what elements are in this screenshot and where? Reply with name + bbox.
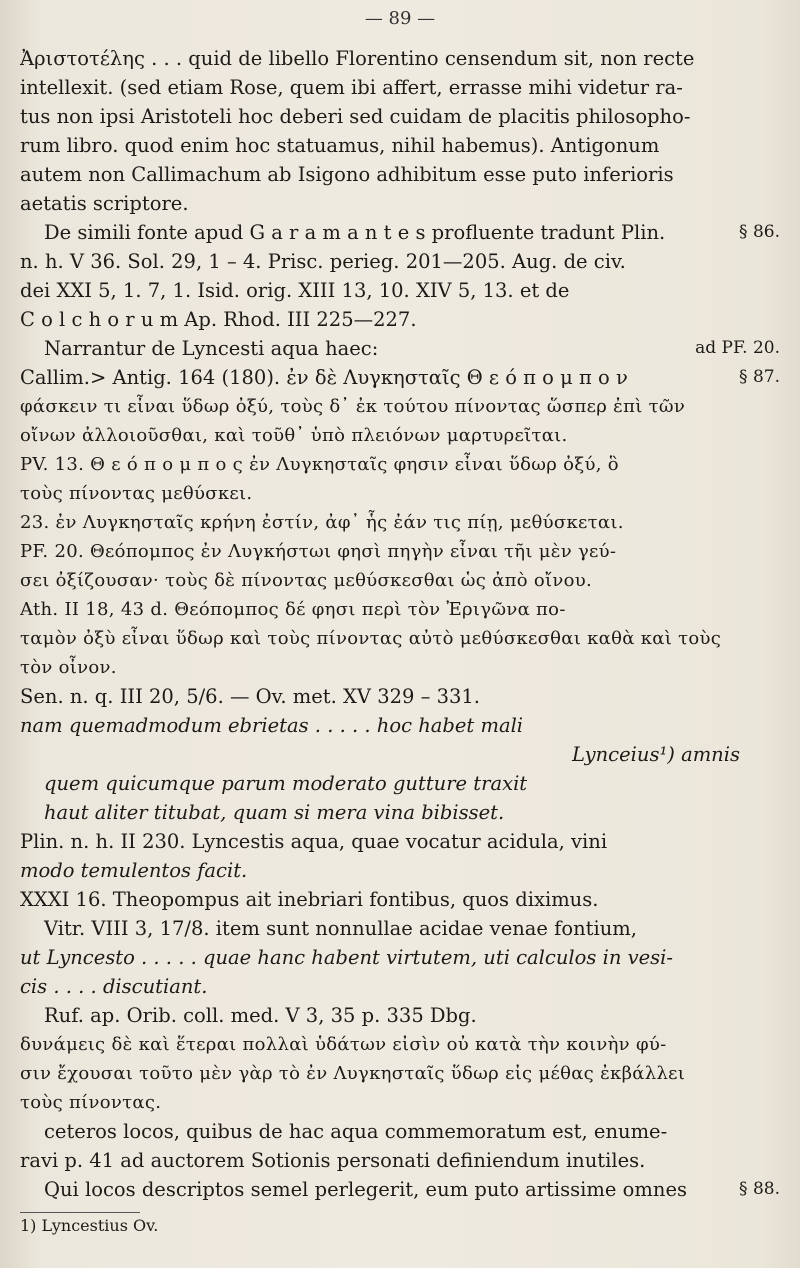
line-text: Plin. n. h. II 230. Lyncestis aqua, quae vocatur acidula, vini [20,830,608,853]
line-text: τοὺς πίνοντας. [20,1092,162,1113]
line-text: modo temulentos facit. [20,859,248,882]
text-line [20,653,780,682]
text-line [20,711,780,740]
text-line [20,1059,780,1088]
text-line [20,276,780,305]
text-line [20,102,780,131]
line-text: aetatis scriptore. [20,192,189,215]
margin-note: § 86. [739,222,780,242]
text-line [20,972,780,1001]
line-text: Callim.> Antig. 164 (180). ἐν δὲ Λυγκησταῖς Θ ε ό π ο μ π ο ν [20,366,628,389]
margin-note: ad PF. 20. [695,338,780,358]
line-text: ταμὸν ὀξὺ εἶναι ὕδωρ καὶ τοὺς πίνοντας αὐτὸ μεθύσκεσθαι καθὰ καὶ τοὺς [20,628,722,649]
text-line [20,595,780,624]
text-line [20,1030,780,1059]
line-text: Lynceius¹) amnis [572,743,740,766]
text-line [20,943,780,972]
line-text: PV. 13. Θ ε ό π ο μ π ο ς ἐν Λυγκησταῖς φησιν εἶναι ὕδωρ ὀξύ, ὃ [20,454,619,475]
line-text: Ath. II 18, 43 d. Θεόπομπος δέ φησι περὶ τὸν Ἐριγῶνα πο- [20,599,566,620]
text-line [20,1117,780,1146]
text-line [20,131,780,160]
text-line [20,1175,780,1204]
text-line [20,624,780,653]
line-text: σει ὀξίζουσαν· τοὺς δὲ πίνοντας μεθύσκεσθαι ὡς ἀπὸ οἴνου. [20,570,593,591]
text-line [20,740,780,769]
line-text: σιν ἔχουσαι τοῦτο μὲν γὰρ τὸ ἐν Λυγκησταῖς ὕδωρ εἰς μέθας ἐκβάλλει [20,1063,686,1084]
text-line [20,73,780,102]
line-text: haut aliter titubat, quam si mera vina bibisset. [44,801,505,824]
text-line [20,479,780,508]
text-line [20,1001,780,1030]
line-text: PF. 20. Θεόπομπος ἐν Λυγκήστωι φησὶ πηγὴν εἶναι τῆι μὲν γεύ- [20,541,617,562]
text-line [20,450,780,479]
text-line [20,189,780,218]
line-text: Narrantur de Lyncesti aqua haec: [44,337,379,360]
line-text: intellexit. (sed etiam Rose, quem ibi affert, errasse mihi videtur ra- [20,76,683,99]
margin-note: § 88. [739,1179,780,1199]
line-text: φάσκειν τι εἶναι ὕδωρ ὀξύ, τοὺς δ᾽ ἐκ τούτου πίνοντας ὥσπερ ἐπὶ τῶν [20,396,686,417]
line-text: οἴνων ἀλλοιοῦσθαι, καὶ τοῦθ᾽ ὑπὸ πλειόνων μαρτυρεῖται. [20,425,568,446]
line-text: ravi p. 41 ad auctorem Sotionis personati definiendum inutiles. [20,1149,646,1172]
line-text: Vitr. VIII 3, 17/8. item sunt nonnullae acidae venae fontium, [44,917,637,940]
text-line [20,566,780,595]
line-text: τοὺς πίνοντας μεθύσκει. [20,483,253,504]
line-text: τὸν οἶνον. [20,657,117,678]
line-text: De simili fonte apud G a r a m a n t e s profluente tradunt Plin. [44,221,666,244]
line-text: dei XXI 5, 1. 7, 1. Isid. orig. XIII 13, 10. XIV 5, 13. et de [20,279,570,302]
text-line [20,798,780,827]
text-line [20,44,780,73]
line-text: tus non ipsi Aristoteli hoc deberi sed cuidam de placitis philosopho- [20,105,691,128]
text-line [20,508,780,537]
text-line [20,827,780,856]
line-text: nam quemadmodum ebrietas . . . . . hoc habet mali [20,714,524,737]
footnote-rule [20,1212,140,1213]
line-text: n. h. V 36. Sol. 29, 1 – 4. Prisc. perieg. 201—205. Aug. de civ. [20,250,626,273]
text-line [20,1146,780,1175]
footnote: 1) Lyncestius Ov. [20,1216,159,1235]
line-text: ceteros locos, quibus de hac aqua commemoratum est, enume- [44,1120,668,1143]
line-text: rum libro. quod enim hoc statuamus, nihil habemus). Antigonum [20,134,660,157]
text-line [20,885,780,914]
text-line [20,247,780,276]
margin-note: § 87. [739,367,780,387]
text-line [20,856,780,885]
line-text: 23. ἐν Λυγκησταῖς κρήνη ἐστίν, ἀφ᾽ ἧς ἐάν τις πίῃ, μεθύσκεται. [20,512,624,533]
line-text: Ruf. ap. Orib. coll. med. V 3, 35 p. 335 Dbg. [44,1004,477,1027]
text-line [20,334,780,363]
page-number: — 89 — [364,8,436,29]
line-text: Qui locos descriptos semel perlegerit, eum puto artissime omnes [44,1178,687,1201]
text-line [20,537,780,566]
text-line [20,769,780,798]
line-text: autem non Callimachum ab Isigono adhibitum esse puto inferioris [20,163,674,186]
text-line [20,682,780,711]
text-line [20,218,780,247]
line-text: XXXI 16. Theopompus ait inebriari fontibus, quos diximus. [20,888,599,911]
main-text [20,44,780,1237]
line-text: C o l c h o r u m Ap. Rhod. III 225—227. [20,308,417,331]
text-line [20,421,780,450]
line-text: ut Lyncesto . . . . . quae hanc habent virtutem, uti calculos in vesi- [20,946,673,969]
text-line [20,392,780,421]
line-text: cis . . . . discutiant. [20,975,208,998]
text-line [20,305,780,334]
text-line [20,914,780,943]
text-line [20,160,780,189]
text-line [20,1088,780,1117]
text-line [20,363,780,392]
line-text: Ἀριστοτέλης . . . quid de libello Florentino censendum sit, non recte [20,47,695,70]
line-text: δυνάμεις δὲ καὶ ἕτεραι πολλαὶ ὑδάτων εἰσὶν οὐ κατὰ τὴν κοινὴν φύ- [20,1034,667,1055]
line-text: quem quicumque parum moderato gutture traxit [44,772,528,795]
line-text: Sen. n. q. III 20, 5/6. — Ov. met. XV 329 – 331. [20,685,480,708]
